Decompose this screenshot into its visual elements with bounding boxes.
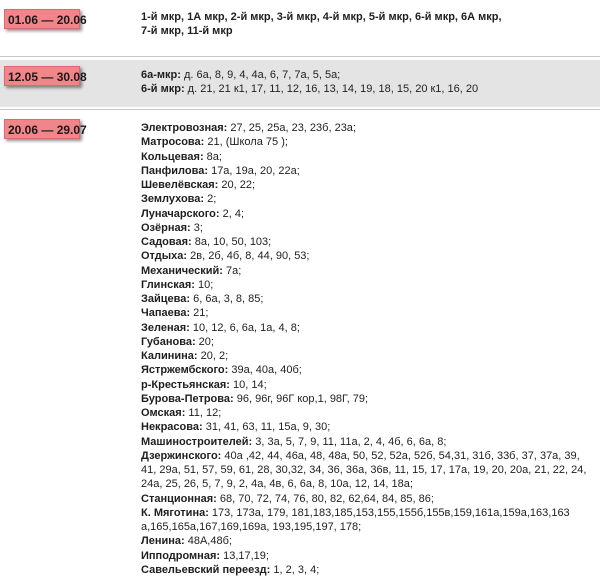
street-entry <box>141 207 596 221</box>
schedule-row-1 <box>0 0 600 53</box>
street-entry <box>141 135 596 149</box>
house-numbers: 173, 173а, 179, 181,183,185,153,155,155б,155в,159,161а,159а,163,163 а,165,165а,167,169,169а, 193,195,197, 178; <box>141 506 570 533</box>
street-name: Ипподромная: <box>141 549 221 562</box>
street-name: Отдыха: <box>141 250 188 263</box>
house-numbers: 39а, 40а, 40б; <box>228 364 302 377</box>
address-list <box>141 68 596 97</box>
house-numbers: 27, 25, 25а, 23, 23б, 23а; <box>227 122 356 134</box>
house-numbers: 10, 14; <box>229 378 267 391</box>
street-entry <box>141 392 596 406</box>
street-entry <box>141 363 596 377</box>
house-numbers: 20, 2; <box>197 350 229 362</box>
house-numbers: 20, 22; <box>218 179 256 191</box>
street-entry <box>141 349 596 363</box>
street-name: Зайцева: <box>141 293 191 305</box>
street-name: Бурова-Петрова: <box>141 392 234 405</box>
street-name: Матросова: <box>141 136 205 149</box>
street-name: Шевелёвская: <box>141 179 219 191</box>
house-numbers: 17а, 19а, 20, 22а; <box>208 164 300 177</box>
house-numbers: 1, 2, 3, 4; <box>270 563 320 576</box>
street-name: Дзержинского: <box>141 449 222 462</box>
street-entry <box>141 534 596 548</box>
street-entry <box>141 82 596 96</box>
district-line: 1-й мкр, 1А мкр, 2-й мкр, 3-й мкр, 4-й мкр, 5-й мкр, 6-й мкр, 6А мкр, <box>141 11 502 23</box>
street-name: Некрасова: <box>141 421 203 434</box>
house-numbers: 21, (Школа 75 ); <box>204 136 288 149</box>
district-list <box>141 10 596 39</box>
street-name: Землухова: <box>141 193 205 206</box>
house-numbers: 8а, 10, 50, 103; <box>191 236 272 248</box>
street-name: К. Мяготина: <box>141 506 209 519</box>
house-numbers: 8а; <box>203 150 222 163</box>
street-entry <box>141 449 596 492</box>
house-numbers: д. 21, 21 к1, 17, 11, 12, 16, 13, 14, 19, 18, 15, 20 к1, 16, 20 <box>184 83 479 96</box>
house-numbers: 20; <box>195 335 214 348</box>
street-name: Садовая: <box>141 236 192 248</box>
date-badge: 12.05 — 30.08 <box>4 66 80 86</box>
divider <box>0 109 600 110</box>
street-entry <box>141 321 596 335</box>
house-numbers: 2, 4; <box>219 207 245 220</box>
schedule-row-2 <box>0 60 600 107</box>
house-numbers: 2; <box>204 193 217 206</box>
house-numbers: 3, 3а, 5, 7, 9, 11, 11а, 2, 4, 4б, 6, 6а, 8; <box>252 435 447 448</box>
street-name: Савельевский переезд: <box>141 563 271 576</box>
street-entry <box>141 420 596 434</box>
street-entry <box>141 549 596 563</box>
street-name: Зеленая: <box>141 321 190 334</box>
house-numbers: 96, 96г, 96Г кор,1, 98Г, 79; <box>233 392 369 405</box>
street-name: Кольцевая: <box>141 150 204 163</box>
street-entry <box>141 264 596 278</box>
street-entry <box>141 435 596 449</box>
house-numbers: д. 6а, 8, 9, 4, 4а, 6, 7, 7а, 5, 5а; <box>180 69 341 81</box>
street-name: Чапаева: <box>141 307 191 320</box>
house-numbers: 3; <box>190 221 203 234</box>
address-list <box>141 121 596 577</box>
house-numbers: 48А,48б; <box>184 535 232 548</box>
house-numbers: 7а; <box>222 264 242 277</box>
house-numbers: 6, 6а, 3, 8, 85; <box>190 293 264 305</box>
street-name: 6а-мкр: <box>141 69 181 81</box>
street-name: Калинина: <box>141 350 198 362</box>
street-entry <box>141 563 596 577</box>
street-name: Панфилова: <box>141 164 209 177</box>
house-numbers: 2в, 2б, 4б, 8, 44, 90, 53; <box>187 250 310 263</box>
house-numbers: 10; <box>194 278 214 291</box>
street-entry <box>141 249 596 263</box>
house-numbers: 31, 41, 63, 11, 15а, 9, 30; <box>202 421 331 434</box>
street-entry <box>141 335 596 349</box>
street-entry <box>141 492 596 506</box>
street-entry <box>141 178 596 192</box>
street-name: Озёрная: <box>141 221 191 234</box>
street-name: 6-й мкр: <box>141 83 185 96</box>
street-entry <box>141 406 596 420</box>
street-entry <box>141 292 596 306</box>
street-name: Луначарского: <box>141 207 220 220</box>
house-numbers: 11, 12; <box>185 407 222 419</box>
street-name: Губанова: <box>141 335 196 348</box>
street-entry <box>141 150 596 164</box>
street-entry <box>141 68 596 82</box>
street-name: Глинская: <box>141 278 195 291</box>
street-entry <box>141 192 596 206</box>
street-entry <box>141 506 596 535</box>
street-name: Ястржембского: <box>141 364 229 377</box>
street-name: Станционная: <box>141 492 217 505</box>
street-name: Машиностроителей: <box>141 435 253 448</box>
street-entry <box>141 306 596 320</box>
street-name: Ленина: <box>141 535 185 548</box>
house-numbers: 10, 12, 6, 6а, 1а, 4, 8; <box>189 321 300 334</box>
street-entry <box>141 221 596 235</box>
house-numbers: 68, 70, 72, 74, 76, 80, 82, 62,64, 84, 85, 86; <box>216 492 434 505</box>
street-entry <box>141 378 596 392</box>
house-numbers: 40а ,42, 44, 46а, 48, 48а, 50, 52, 52а, 52б, 54,31, 31б, 33б, 37, 37а, 39, 41, 29а, 51, 57, 59, 61, 28, 30,32, 34, 36, 36а, 36в, 11, 15, 17, 17а, 19, 20, 20а, 21, 22, 24, 24а, 25, 26, 5, 7, 9, 2, 4а, 4в, 6, 6а, 8, 10а, 12, 14, 18а; <box>141 449 587 491</box>
street-entry <box>141 278 596 292</box>
street-name: Омская: <box>141 407 186 419</box>
street-entry <box>141 164 596 178</box>
street-entry <box>141 235 596 249</box>
district-line: 7-й мкр, 11-й мкр <box>141 25 233 38</box>
house-numbers: 21; <box>190 307 209 320</box>
date-badge: 20.06 — 29.07 <box>4 119 80 139</box>
street-name: Механический: <box>141 264 223 277</box>
date-badge: 01.06 — 20.06 <box>4 9 80 29</box>
divider <box>0 56 600 57</box>
street-entry <box>141 121 596 135</box>
schedule-row-3 <box>0 112 600 584</box>
street-name: р-Крестьянская: <box>141 378 230 391</box>
house-numbers: 13,17,19; <box>220 549 269 562</box>
street-name: Электровозная: <box>141 122 228 134</box>
